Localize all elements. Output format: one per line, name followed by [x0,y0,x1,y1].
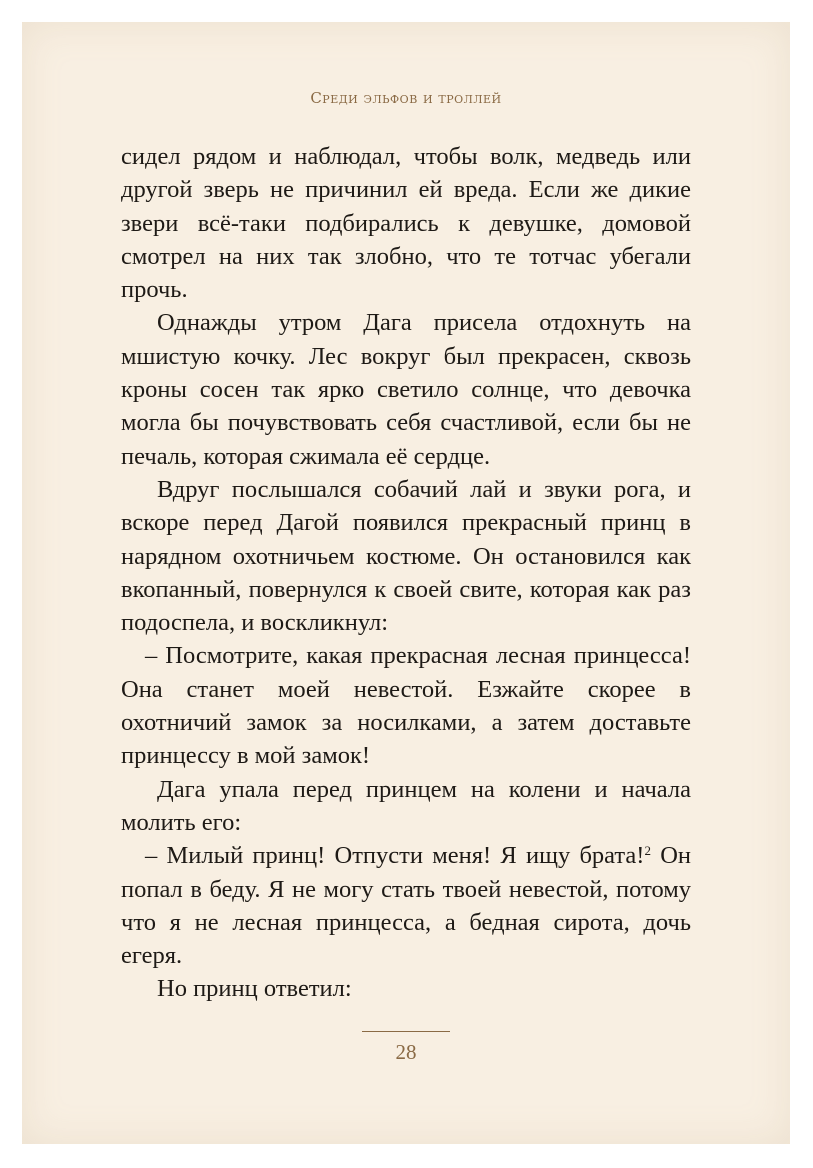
body-text [121,140,691,1006]
paragraph-moss-hummock: Однажды утром Дага присела отдохнуть на мшистую кочку. Лес вокруг был прекрасен, сквозь кроны сосен так ярко светило солнце, что девочка могла бы почувствовать себя счастливой, если бы не печаль, которая сжимала её сердце. [121,309,691,470]
paragraph-continuation: сидел рядом и наблюдал, чтобы волк, медведь или другой зверь не причинил ей вреда. Если же дикие звери всё-таки подбирались к девушке, домовой смотрел на них так злобно, что те тотчас убегали прочь. [121,143,691,304]
dialog-daga-rest: Он попал в беду. Я не могу стать твоей невестой, потому что я не лесная принцесса, а бедная сирота, дочь егеря. [121,842,692,970]
dialog-daga [121,839,691,972]
page-number-rule [362,1031,450,1032]
dialog-prince: – Посмотрите, какая прекрасная лесная принцесса! Она станет моей невестой. Езжайте скорее в охотничий замок за носилками, а затем доставьте принцессу в мой замок! [121,642,691,770]
page-number: 28 [395,1040,417,1064]
book-page [22,22,790,1144]
running-header: Среди эльфов и троллей [310,89,502,107]
paragraph-prince-answers: Но принц ответил: [157,975,352,1003]
paragraph-prince-arrives: Вдруг послышался собачий лай и звуки рога, и вскоре перед Дагой появился прекрасный принц в нарядном охотничьем костюме. Он остановился как вкопанный, повернулся к своей свите, которая как раз подоспела, и воскликнул: [121,475,691,637]
dialog-daga-start: – Милый принц! Отпусти меня! Я ищу брата! [145,842,645,870]
footnote-marker[interactable]: 2 [644,843,651,859]
paragraph-daga-kneels: Дага упала перед принцем на колени и начала молить его: [121,775,691,836]
